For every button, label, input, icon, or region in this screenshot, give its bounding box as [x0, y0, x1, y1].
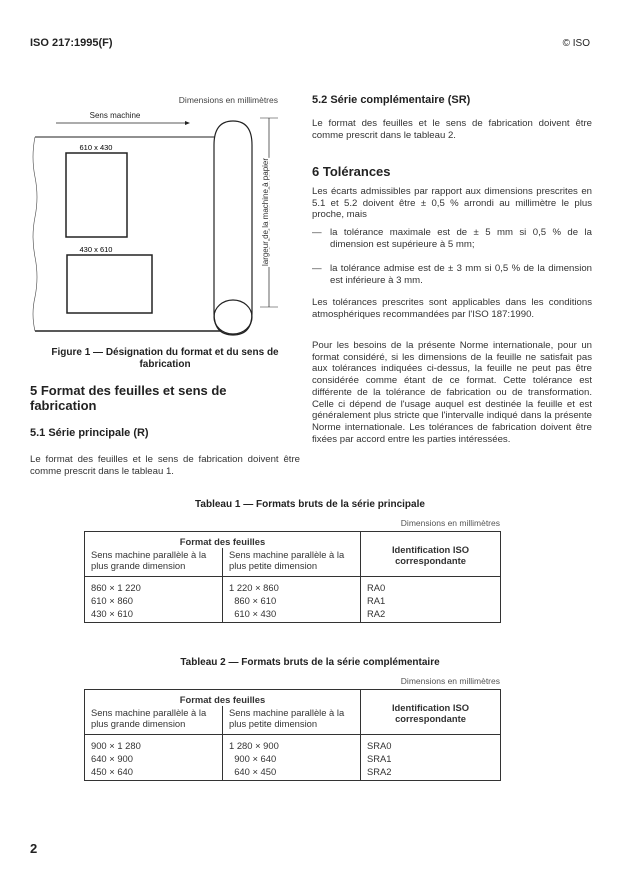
arrow-head-icon — [185, 121, 190, 125]
header-iso-id: Identification ISO correspondante — [361, 532, 501, 577]
header-group: Format des feuilles — [85, 532, 361, 549]
figure-dims-note: Dimensions en millimètres — [178, 95, 278, 105]
sheet-portrait-label: 610 x 430 — [79, 143, 113, 152]
page-number: 2 — [30, 841, 38, 856]
header-group: Format des feuilles — [85, 690, 361, 707]
table-1-dims: Dimensions en millimètres — [400, 518, 500, 528]
header-iso-id: Identification ISO correspondante — [361, 690, 501, 735]
section-5-1-text: Le format des feuilles et le sens de fabrication doivent être comme prescrit dans le tableau 1. — [30, 454, 300, 477]
copyright: © ISO — [562, 38, 590, 49]
table-2 — [84, 689, 501, 781]
machine-width-label: largeur de la machine à papier — [261, 157, 270, 267]
table-row: 860 × 1 220 1 220 × 860 RA0 — [85, 577, 501, 595]
tolerance-bullet-2: — la tolérance admise est de ± 3 mm si 0,5 % de la dimension est inférieure à 3 mm. — [312, 263, 592, 286]
tolerance-bullet-1: — la tolérance maximale est de ± 5 mm si 0,5 % de la dimension est supérieure à 5 mm; — [312, 227, 592, 250]
table-row: 450 × 640 640 × 450 SRA2 — [85, 765, 501, 781]
machine-direction-label: Sens machine — [89, 111, 141, 120]
document-id: ISO 217:1995(F) — [30, 37, 113, 49]
section-5-heading: 5 Format des feuilles et sens de fabrication — [30, 383, 227, 413]
table-1-title: Tableau 1 — Formats bruts de la série principale — [195, 499, 425, 510]
table-row: 430 × 610 610 × 430 RA2 — [85, 607, 501, 623]
section-5-2-text: Le format des feuilles et le sens de fabrication doivent être comme prescrit dans le tableau 2. — [312, 118, 592, 141]
paper-roll — [214, 121, 252, 335]
table-2-title: Tableau 2 — Formats bruts de la série complémentaire — [180, 657, 440, 668]
section-5-2-heading: 5.2 Série complémentaire (SR) — [312, 94, 471, 106]
section-6-details: Pour les besoins de la présente Norme internationale, pour un format considéré, si les dimensions de la feuille ne satisfait pas aux tolérances indiquées ci-dessus, la feuille ne peut pas être considérée comme étant de ce format. Cette tolérance est différente de la tolérance de fabrication ou de transformation. Celle ci dépend de l'usage auquel est destinée la feuille et est généralement plus stricte que l'intervalle indiqué dans la présente Norme internationale. Les tolérances de fabrication doivent être fixées par accord entre les parties intéressées. — [312, 340, 592, 445]
header-col1: Sens machine parallèle à la plus grande dimension — [85, 706, 223, 735]
figure-paper-roll — [20, 90, 300, 350]
sheet-portrait — [66, 153, 127, 237]
header-col2: Sens machine parallèle à la plus petite dimension — [223, 706, 361, 735]
table-2-dims: Dimensions en millimètres — [400, 676, 500, 686]
header-col2: Sens machine parallèle à la plus petite dimension — [223, 548, 361, 577]
sheet-landscape-label: 430 x 610 — [79, 245, 113, 254]
table-1 — [84, 531, 501, 623]
section-5-1-heading: 5.1 Série principale (R) — [30, 427, 149, 439]
table-row: 900 × 1 280 1 280 × 900 SRA0 — [85, 735, 501, 753]
section-6-intro: Les écarts admissibles par rapport aux dimensions prescrites en 5.1 et 5.2 doivent être ± 0,5 % arrondi au millimètre le plus proche, mais — [312, 186, 592, 221]
sheet-landscape — [67, 255, 152, 313]
header-col1: Sens machine parallèle à la plus grande dimension — [85, 548, 223, 577]
table-row: 640 × 900 900 × 640 SRA1 — [85, 752, 501, 765]
section-6-heading: 6 Tolérances — [312, 164, 391, 179]
section-6-conditions: Les tolérances prescrites sont applicables dans les conditions atmosphériques recommandées par l'ISO 187:1990. — [312, 297, 592, 320]
figure-caption: Figure 1 — Désignation du format et du sens de fabrication — [51, 347, 279, 370]
table-row: 610 × 860 860 × 610 RA1 — [85, 594, 501, 607]
